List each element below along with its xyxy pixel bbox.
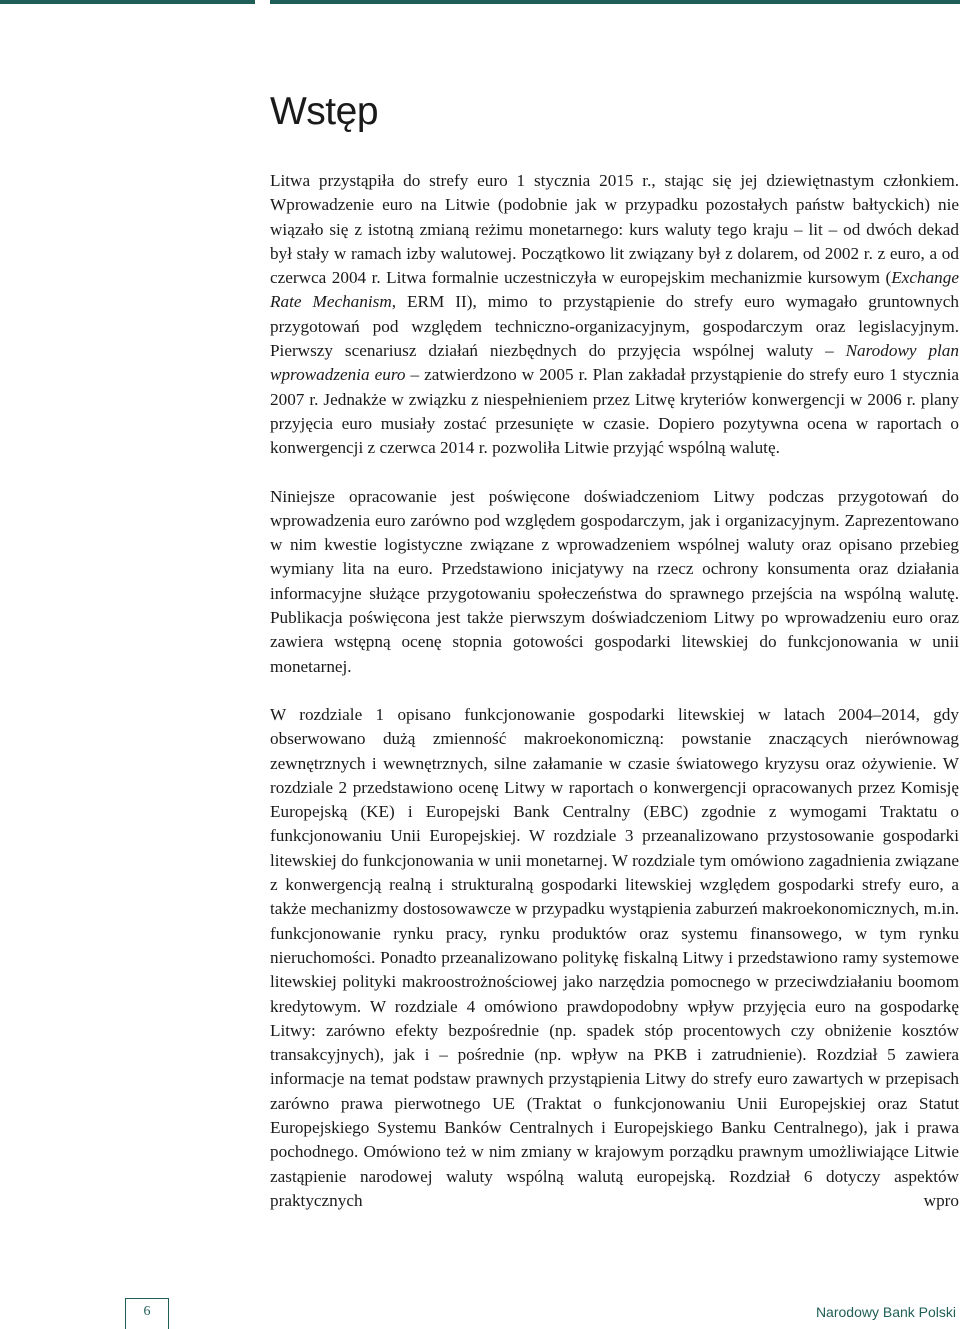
page-content	[270, 92, 959, 1237]
paragraph-1-part-c: – zatwierdzono w 2005 r. Plan zakładał przystąpienie do strefy euro 1 stycznia 2007 r. Jednakże w związku z niespełnieniem przez Litwę kryteriów konwergencji w 2006 r. plany przyjęcia euro musiały zostać przesunięte w czasie. Dopiero pozytywna ocena w raportach o konwergencji z czerwca 2014 r. pozwoliła Litwie przyjąć wspólną walutę.	[270, 365, 960, 458]
page-number: 6	[143, 1304, 151, 1319]
top-rule-right	[270, 0, 960, 4]
paragraph-1-part-a: Litwa przystąpiła do strefy euro 1 stycznia 2015 r., stając się jej dziewiętnastym członkiem. Wprowadzenie euro na Litwie (podobnie jak w przypadku pozostałych państw bałtyckich) nie wiązało się z istotną zmianą reżimu monetarnego: kurs waluty tego kraju – lit – od dwóch dekad był stały w ramach izby walutowej. Początkowo lit związany był z dolarem, od 2002 r. z euro, a od czerwca 2004 r. Litwa formalnie uczestniczyła w europejskim mechanizmie kursowym (	[270, 171, 959, 288]
paragraph-1-part-b: , ERM II), mimo to przystąpienie do strefy euro wymagało gruntownych przygotowań pod względem techniczno-organizacyjnym, gospodarczym oraz legislacyjnym. Pierwszy scenariusz działań niezbędnych do przyjęcia wspólnej waluty –	[270, 292, 959, 361]
paragraph-1-plan-title: Narodowy plan wprowadzenia euro	[270, 341, 959, 385]
publisher-name: Narodowy Bank Polski	[815, 1304, 956, 1320]
paragraph-2: Niniejsze opracowanie jest poświęcone doświadczeniom Litwy podczas przygotowań do wprowadzenia euro zarówno pod względem gospodarczym, jak i organizacyjnym. Zaprezentowano w nim kwestie logistyczne związane z wprowadzeniem wspólnej waluty oraz opisano przebieg wymiany lita na euro. Przedstawiono inicjatywy na rzecz ochrony konsumenta oraz działania informacyjne służące przygotowaniu społeczeństwa do sprawnego przejścia na wspólną walutę. Publikacja poświęcona jest także pierwszym doświadczeniom Litwy po wprowadzeniu euro oraz zawiera wstępną ocenę stopnia gotowości gospodarki litewskiej do funkcjonowania w unii monetarnej.	[270, 486, 959, 676]
page-title: Wstęp	[270, 90, 379, 133]
paragraph-3: W rozdziale 1 opisano funkcjonowanie gospodarki litewskiej w latach 2004–2014, gdy obserwowano dużą zmienność makroekonomiczną: powstanie znaczących nierównowag zewnętrznych i wewnętrznych, silne załamanie w czasie światowego kryzysu oraz ożywienie. W rozdziale 2 przedstawiono ocenę Litwy w raportach o konwergencji opracowanych przez Komisję Europejską (KE) i Europejski Bank Centralny (EBC) zgodnie z wymogami Traktatu o funkcjonowaniu Unii Europejskiej. W rozdziale 3 przeanalizowano przystosowanie gospodarki litewskiej do funkcjonowania w unii monetarnej. W rozdziale tym omówiono zagadnienia związane z konwergencją realną i strukturalną gospodarki litewskiej względem gospodarki strefy euro, a także mechanizmy dostosowawcze w przypadku wystąpienia zaburzeń makroekonomicznych, m.in. funkcjonowanie rynku pracy, rynku produktów oraz systemu finansowego, w tym rynku nieruchomości. Ponadto przeanalizowano politykę fiskalną Litwy i przedstawiono ramy systemowe litewskiej polityki makroostrożnościowej jako narzędzia pomocnego w przeciwdziałaniu boomom kredytowym. W rozdziale 4 omówiono prawdopodobny wpływ przyjęcia euro na gospodarkę Litwy: zarówno efekty bezpośrednie (np. spadek stóp procentowych czy obniżenie kosztów transakcyjnych), jak i – pośrednie (np. wpływ na PKB i zatrudnienie). Rozdział 5 zawiera informacje na temat podstaw prawnych przystąpienia Litwy do strefy euro zawartych w przepisach zarówno prawa pierwotnego UE (Traktat o funkcjonowaniu Unii Europejskiej oraz Statut Europejskiego Systemu Banków Centralnych i Europejskiego Banku Centralnego), jak i prawa pochodnego. Omówiono też w nim zmiany w krajowym porządku prawnym umożliwiające Litwie zastąpienie narodowej waluty wspólną walutą europejską. Rozdział 6 dotyczy aspektów praktycznych wpro	[270, 704, 959, 1210]
paragraph-1	[270, 169, 959, 461]
paragraph-1-erm-term: Exchange Rate Mechanism	[270, 268, 959, 312]
top-rule-left	[0, 0, 255, 4]
